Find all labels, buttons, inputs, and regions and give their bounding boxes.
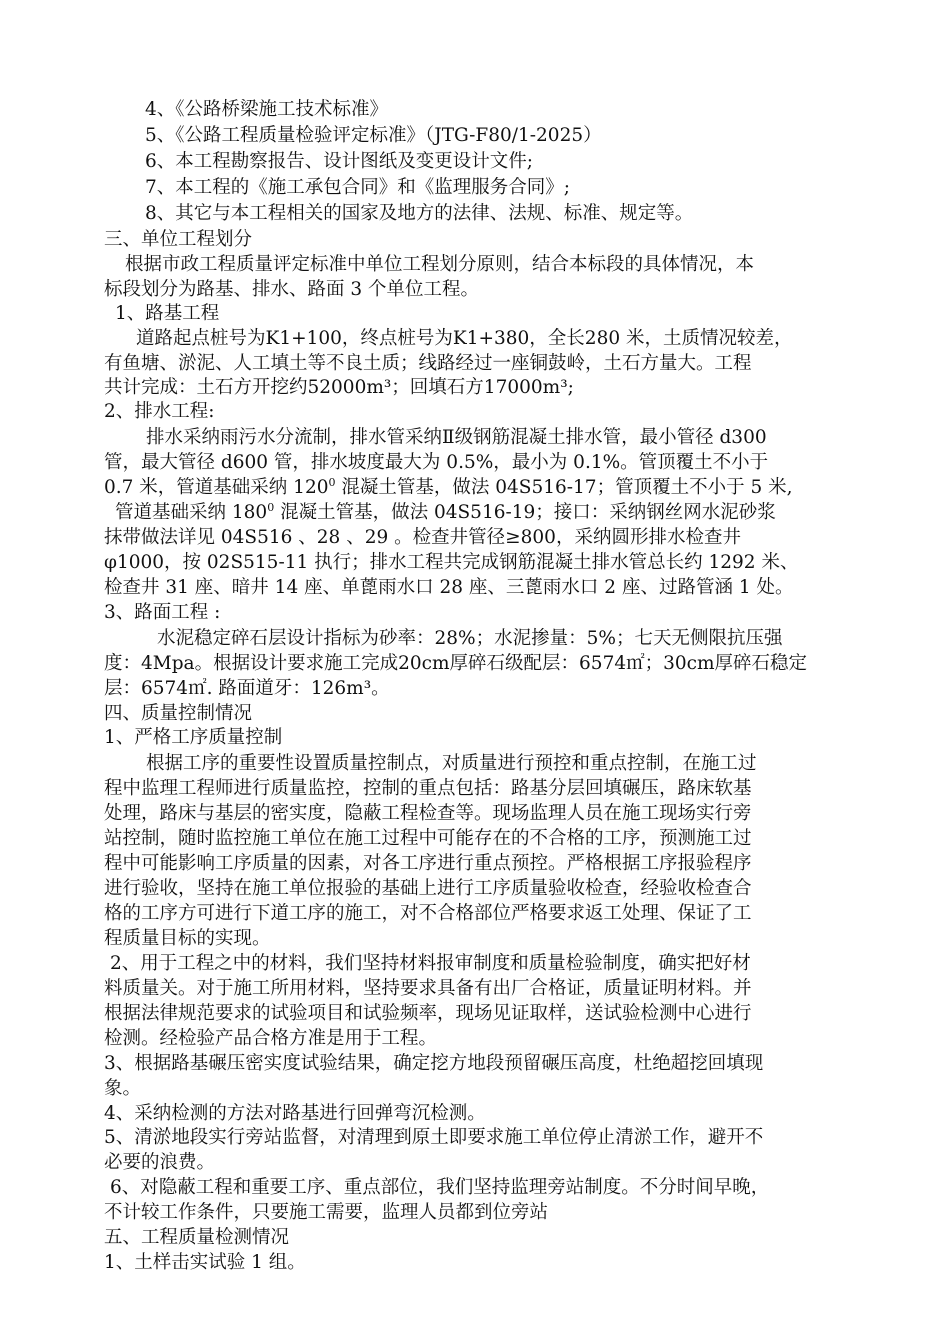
superscript: 0 xyxy=(267,500,275,514)
paragraph-line: 必要的浪费。 xyxy=(104,1152,216,1173)
paragraph-line: 水泥稳定碎石层设计指标为砂率：28%；水泥掺量：5%；七天无侧限抗压强 xyxy=(157,628,783,649)
paragraph-line: 度：4Mpa。根据设计要求施工完成20cm厚碎石级配层：6574㎡；30cm厚碎石稳定 xyxy=(104,653,808,674)
paragraph-line: 3、根据路基碾压密实度试验结果，确定挖方地段预留碾压高度，杜绝超挖回填现 xyxy=(104,1053,764,1074)
paragraph-line xyxy=(104,476,793,500)
reference-item-5: 5、《公路工程质量检验评定标准》（JTG-F80/1-2025） xyxy=(145,125,602,146)
paragraph-line: φ1000，按 02S515-11 执行；排水工程共完成钢筋混凝土排水管总长约 1292 米、 xyxy=(104,552,799,573)
reference-item-7: 7、本工程的《施工承包合同》和《监理服务合同》; xyxy=(145,177,571,198)
paragraph-line: 4、采纳检测的方法对路基进行回弹弯沉检测。 xyxy=(104,1103,486,1124)
reference-item-4: 4、《公路桥梁施工技术标准》 xyxy=(145,99,389,120)
paragraph-line: 处理，路床与基层的密实度，隐蔽工程检查等。现场监理人员在施工现场实行旁 xyxy=(104,803,752,824)
paragraph-line: 1、土样击实试验 1 组。 xyxy=(104,1252,306,1273)
paragraph-line: 检测。经检验产品合格方准是用于工程。 xyxy=(104,1028,438,1049)
paragraph-line xyxy=(115,501,776,525)
paragraph-line: 不计较工作条件，只要施工需要，监理人员都到位旁站 xyxy=(104,1202,549,1223)
paragraph-line: 6、对隐蔽工程和重要工序、重点部位，我们坚持监理旁站制度。不分时间早晚， xyxy=(110,1177,770,1198)
paragraph-line: 标段划分为路基、排水、路面 3 个单位工程。 xyxy=(104,279,480,300)
paragraph-line: 根据工序的重要性设置质量控制点，对质量进行预控和重点控制，在施工过 xyxy=(146,753,757,774)
subsection-heading: 2、排水工程: xyxy=(104,401,215,422)
section-heading: 四、质量控制情况 xyxy=(104,703,253,724)
text-run: 混凝土管基，做法 04S516-17；管顶覆土不小于 5 米, xyxy=(335,477,793,498)
paragraph-line: 共计完成：土石方开挖约52000m³；回填石方17000m³; xyxy=(104,377,574,398)
paragraph-line: 检查井 31 座、暗井 14 座、单蓖雨水口 28 座、三蓖雨水口 2 座、过路管涵 1 处。 xyxy=(104,577,794,598)
paragraph-line: 道路起点桩号为K1+100，终点桩号为K1+380，全长280 米，土质情况较差， xyxy=(136,328,793,349)
reference-item-6: 6、本工程勘察报告、设计图纸及变更设计文件; xyxy=(145,151,534,172)
paragraph-line: 象。 xyxy=(104,1078,142,1099)
subsection-heading: 3、路面工程 : xyxy=(104,602,221,623)
paragraph-line: 管，最大管径 d600 管，排水坡度最大为 0.5%，最小为 0.1%。管顶覆土不小于 xyxy=(104,452,769,473)
text-run: 0.7 米，管道基础采纳 120 xyxy=(104,477,329,498)
paragraph-line: 格的工序方可进行下道工序的施工，对不合格部位严格要求返工处理、保证了工 xyxy=(104,903,752,924)
paragraph-line: 根据市政工程质量评定标准中单位工程划分原则，结合本标段的具体情况，本 xyxy=(125,254,755,275)
paragraph-line: 程质量目标的实现。 xyxy=(104,928,271,949)
paragraph-line: 有鱼塘、淤泥、人工填土等不良土质；线路经过一座铜鼓岭，土石方量大。工程 xyxy=(104,353,752,374)
section-heading: 五、工程质量检测情况 xyxy=(104,1227,290,1248)
paragraph-line: 5、清淤地段实行旁站监督，对清理到原土即要求施工单位停止清淤工作，避开不 xyxy=(104,1127,764,1148)
superscript: 0 xyxy=(328,475,336,489)
paragraph-line: 层：6574㎡. 路面道牙：126m³。 xyxy=(104,678,390,699)
paragraph-line: 程中监理工程师进行质量监控，控制的重点包括：路基分层回填碾压，路床软基 xyxy=(104,778,752,799)
subsection-heading: 1、路基工程 xyxy=(115,303,220,324)
paragraph-line: 根据法律规范要求的试验项目和试验频率，现场见证取样，送试验检测中心进行 xyxy=(104,1003,752,1024)
subsection-heading: 1、严格工序质量控制 xyxy=(104,727,283,748)
paragraph-line: 程中可能影响工序质量的因素，对各工序进行重点预控。严格根据工序报验程序 xyxy=(104,853,752,874)
text-run: 混凝土管基，做法 04S516-19；接口：采纳钢丝网水泥砂浆 xyxy=(274,502,776,523)
text-run: 管道基础采纳 180 xyxy=(115,502,268,523)
paragraph-line: 料质量关。对于施工所用材料，坚持要求具备有出厂合格证，质量证明材料。并 xyxy=(104,978,752,999)
paragraph-line: 进行验收，坚持在施工单位报验的基础上进行工序质量验收检查，经验收检查合 xyxy=(104,878,752,899)
reference-item-8: 8、其它与本工程相关的国家及地方的法律、法规、标准、规定等。 xyxy=(145,203,694,224)
paragraph-line: 抹带做法详见 04S516 、28 、29 。检查井管径≥800，采纳圆形排水检查井 xyxy=(104,527,741,548)
section-heading: 三、单位工程划分 xyxy=(104,229,253,250)
paragraph-line: 排水采纳雨污水分流制，排水管采纳Ⅱ级钢筋混凝土排水管，最小管径 d300 xyxy=(146,427,767,448)
paragraph-line: 站控制，随时监控施工单位在施工过程中可能存在的不合格的工序，预测施工过 xyxy=(104,828,752,849)
paragraph-line: 2、用于工程之中的材料，我们坚持材料报审制度和质量检验制度，确实把好材 xyxy=(110,953,751,974)
